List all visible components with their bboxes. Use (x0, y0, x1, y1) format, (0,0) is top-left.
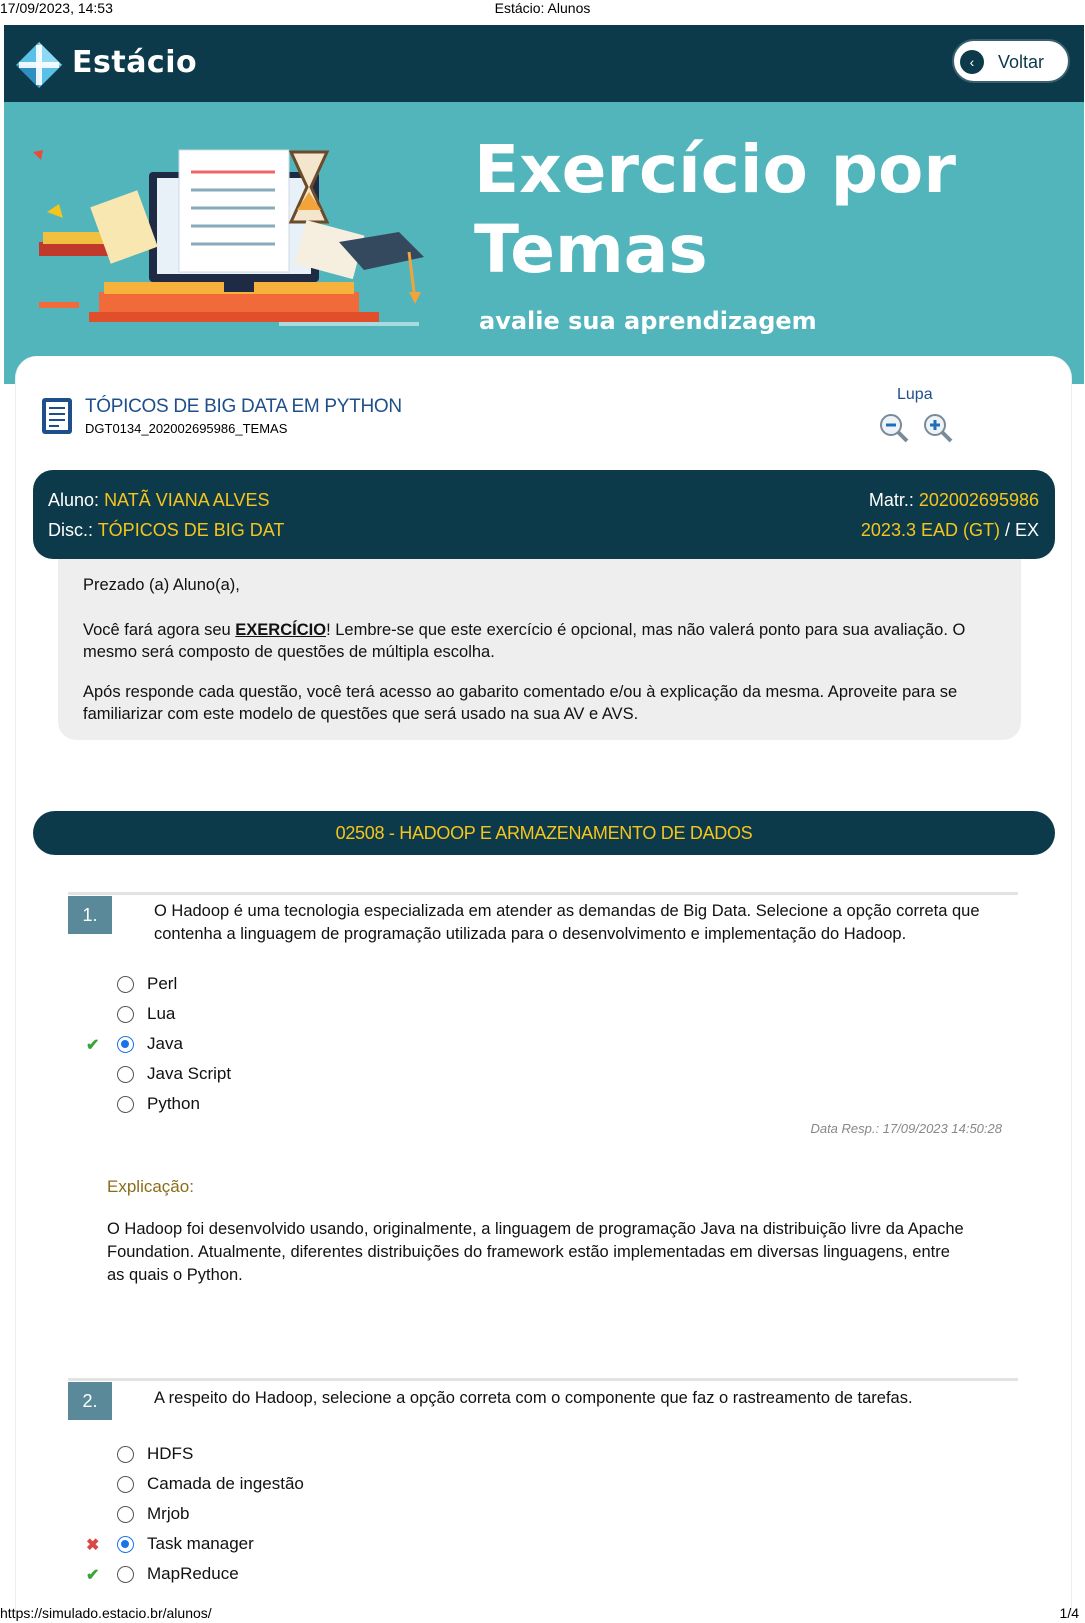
option-label: MapReduce (147, 1564, 239, 1583)
notice-paragraph-1 (83, 619, 998, 663)
option-label: Java Script (147, 1064, 232, 1083)
course-title: TÓPICOS DE BIG DATA EM PYTHON (85, 396, 402, 417)
hero-banner (4, 102, 1084, 384)
option-label: HDFS (147, 1444, 194, 1463)
logo-text: Estácio (72, 45, 198, 80)
print-page-number: 1/4 (1059, 1605, 1079, 1621)
radio-button[interactable] (117, 1446, 134, 1463)
option-label: Camada de ingestão (147, 1474, 304, 1493)
question-text: A respeito do Hadoop, selecione a opção correta com o componente que faz o rastreamento de tarefas. (154, 1389, 913, 1407)
top-bar (4, 25, 1084, 102)
banner-title: Exercício por Temas (474, 131, 956, 288)
term-row (861, 520, 1039, 541)
matricula-row (869, 490, 1039, 511)
radio-button-selected[interactable] (117, 1536, 134, 1553)
response-date: Data Resp.: 17/09/2023 14:50:28 (810, 1121, 1002, 1136)
zoom-in-icon[interactable] (922, 412, 954, 444)
course-code: DGT0134_202002695986_TEMAS (85, 421, 288, 436)
aluno-value: NATÃ VIANA ALVES (104, 490, 270, 510)
radio-button[interactable] (117, 1506, 134, 1523)
print-footer (0, 1603, 1085, 1623)
term-value: 2023.3 EAD (GT) (860, 520, 1000, 540)
option-label: Java (147, 1034, 183, 1053)
option-label: Task manager (147, 1534, 254, 1553)
document-list-icon (41, 397, 73, 435)
radio-button[interactable] (117, 1066, 134, 1083)
question-divider (68, 892, 1018, 895)
check-icon: ✔ (86, 1037, 100, 1054)
option-label: Lua (147, 1004, 176, 1023)
print-doc-title: Estácio: Alunos (494, 0, 591, 16)
lupa-label: Lupa (897, 386, 933, 403)
cross-icon: ✖ (86, 1537, 100, 1554)
notice-greeting: Prezado (a) Aluno(a), (83, 576, 240, 594)
explanation-title: Explicação: (107, 1177, 194, 1196)
discipline-row (48, 520, 284, 541)
question-number: 2. (68, 1382, 112, 1420)
print-datetime: 17/09/2023, 14:53 (0, 0, 113, 16)
back-button-label: Voltar (998, 52, 1045, 72)
disc-value: TÓPICOS DE BIG DAT (97, 520, 285, 540)
student-info-bar (33, 470, 1055, 559)
matr-label: Matr.: (868, 490, 914, 510)
section-title: 02508 - HADOOP E ARMAZENAMENTO DE DADOS (33, 811, 1055, 855)
matr-value: 202002695986 (918, 490, 1039, 510)
option-label: Perl (147, 974, 178, 993)
check-icon: ✔ (86, 1567, 100, 1584)
notice-paragraph-2: Após responde cada questão, você terá acesso ao gabarito comentado e/ou à explicação da mesma. Aproveite para se familiarizar com este modelo de questões que será usado na sua AV e AVS. (83, 683, 958, 723)
question-divider (68, 1378, 1018, 1381)
notice-p1-emphasis: EXERCÍCIO (235, 621, 327, 639)
zoom-out-icon[interactable] (878, 412, 910, 444)
radio-button[interactable] (117, 1566, 134, 1583)
aluno-label: Aluno: (48, 490, 100, 510)
radio-button[interactable] (117, 976, 134, 993)
estacio-logo-icon (14, 40, 64, 90)
instructions-panel (58, 559, 1021, 740)
print-header (0, 0, 1085, 18)
student-name-row (48, 490, 269, 511)
explanation-text: O Hadoop foi desenvolvido usando, originalmente, a linguagem de programação Java na distribuição livre da Apache Foundation. Atualmente, diferentes distribuições do framework estão implementadas em diversas linguagens, entre as quais o Python. (107, 1220, 964, 1284)
print-url: https://simulado.estacio.br/alunos/ (0, 1605, 212, 1621)
radio-button[interactable] (117, 1476, 134, 1493)
radio-button[interactable] (117, 1006, 134, 1023)
back-button[interactable] (952, 39, 1070, 83)
option-label: Mrjob (147, 1504, 190, 1523)
question-number: 1. (68, 896, 112, 934)
banner-subtitle: avalie sua aprendizagem (479, 307, 817, 335)
study-illustration (29, 142, 459, 352)
notice-p1-end: ! Lembre-se que este exercício é opcional, mas não valerá ponto para sua avaliação. O mesmo será composto de questões de múltipla escolha. (83, 621, 966, 661)
term-suffix: / EX (1004, 520, 1039, 540)
option-label: Python (147, 1094, 200, 1113)
question-text: O Hadoop é uma tecnologia especializada em atender as demandas de Big Data. Selecione a opção correta que contenha a linguagem de programação utilizada para o desenvolvimento e implementação do Hadoop. (154, 902, 980, 943)
notice-p1-start: Você fará agora seu (83, 621, 236, 639)
radio-button-selected[interactable] (117, 1036, 134, 1053)
radio-button[interactable] (117, 1096, 134, 1113)
disc-label: Disc.: (48, 520, 93, 540)
chevron-left-icon: ‹ (960, 50, 984, 74)
